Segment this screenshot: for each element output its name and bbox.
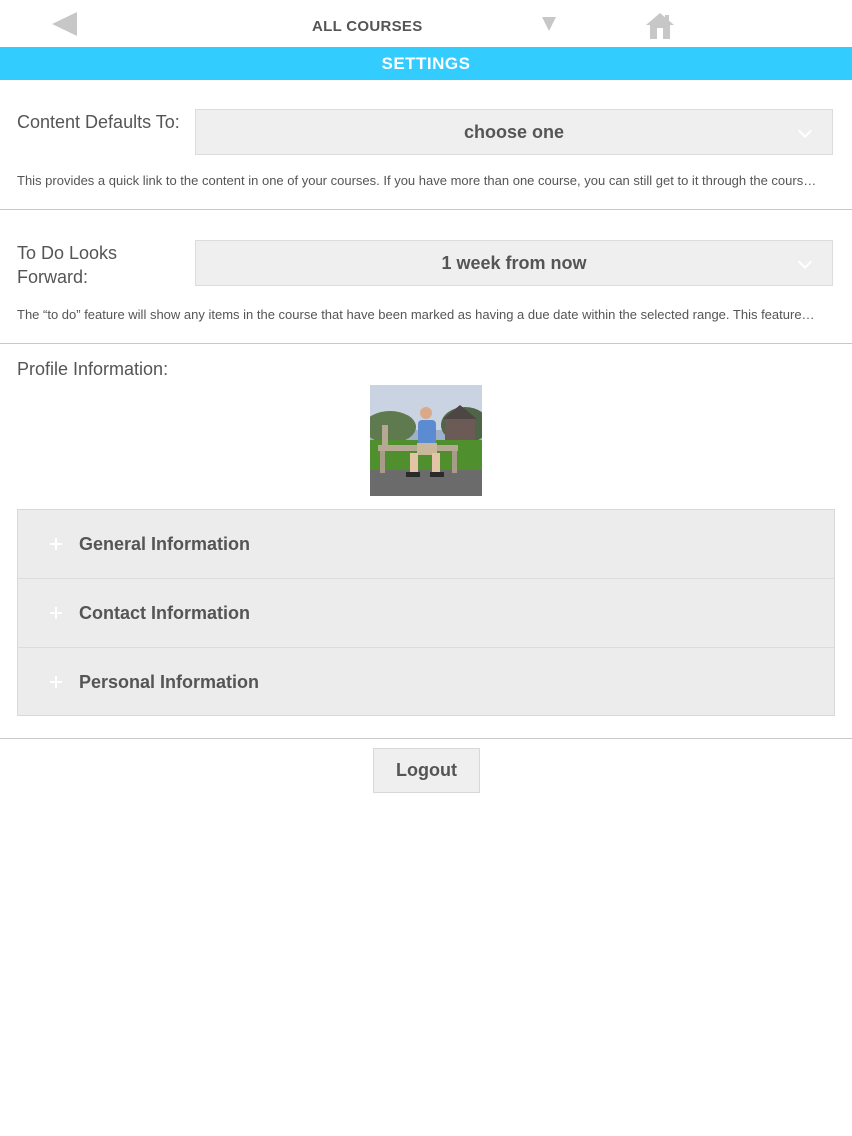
todo-range-value: 1 week from now <box>441 253 587 273</box>
dropdown-triangle-icon[interactable] <box>542 17 556 31</box>
todo-label <box>17 241 117 289</box>
todo-label-line1: To Do Looks <box>17 243 118 263</box>
home-icon[interactable] <box>645 11 675 41</box>
chevron-down-icon <box>798 124 812 138</box>
divider <box>0 209 852 210</box>
section-label: General Information <box>79 534 251 554</box>
profile-accordion <box>17 509 835 716</box>
all-courses-title[interactable]: ALL COURSES <box>312 18 423 35</box>
todo-range-select[interactable] <box>195 240 833 286</box>
section-label: Personal Information <box>79 672 260 692</box>
content-defaults-label: Content Defaults To: <box>17 112 180 132</box>
profile-information-label: Profile Information: <box>17 359 169 379</box>
content-defaults-description: This provides a quick link to the content in one of your courses. If you have more than one course, you can still get to it through the cours… <box>17 173 817 188</box>
general-information-section[interactable] <box>18 510 834 579</box>
divider <box>0 343 852 344</box>
content-defaults-value: choose one <box>463 122 565 142</box>
contact-information-section[interactable] <box>18 579 834 648</box>
settings-header: SETTINGS <box>0 47 852 80</box>
back-arrow-icon[interactable] <box>52 12 77 36</box>
avatar[interactable] <box>370 385 482 496</box>
plus-icon <box>50 538 62 550</box>
section-label: Contact Information <box>79 603 250 623</box>
plus-icon <box>50 607 62 619</box>
top-navigation-bar <box>0 0 852 47</box>
logout-button[interactable]: Logout <box>373 748 480 793</box>
personal-information-section[interactable] <box>18 648 834 717</box>
todo-description: The “to do” feature will show any items in the course that have been marked as having a due date within the selected range. This feature… <box>17 307 815 322</box>
chevron-down-icon <box>798 255 812 269</box>
todo-label-line2: Forward: <box>17 267 89 287</box>
plus-icon <box>50 676 62 688</box>
divider <box>0 738 852 739</box>
content-defaults-select[interactable] <box>195 109 833 155</box>
